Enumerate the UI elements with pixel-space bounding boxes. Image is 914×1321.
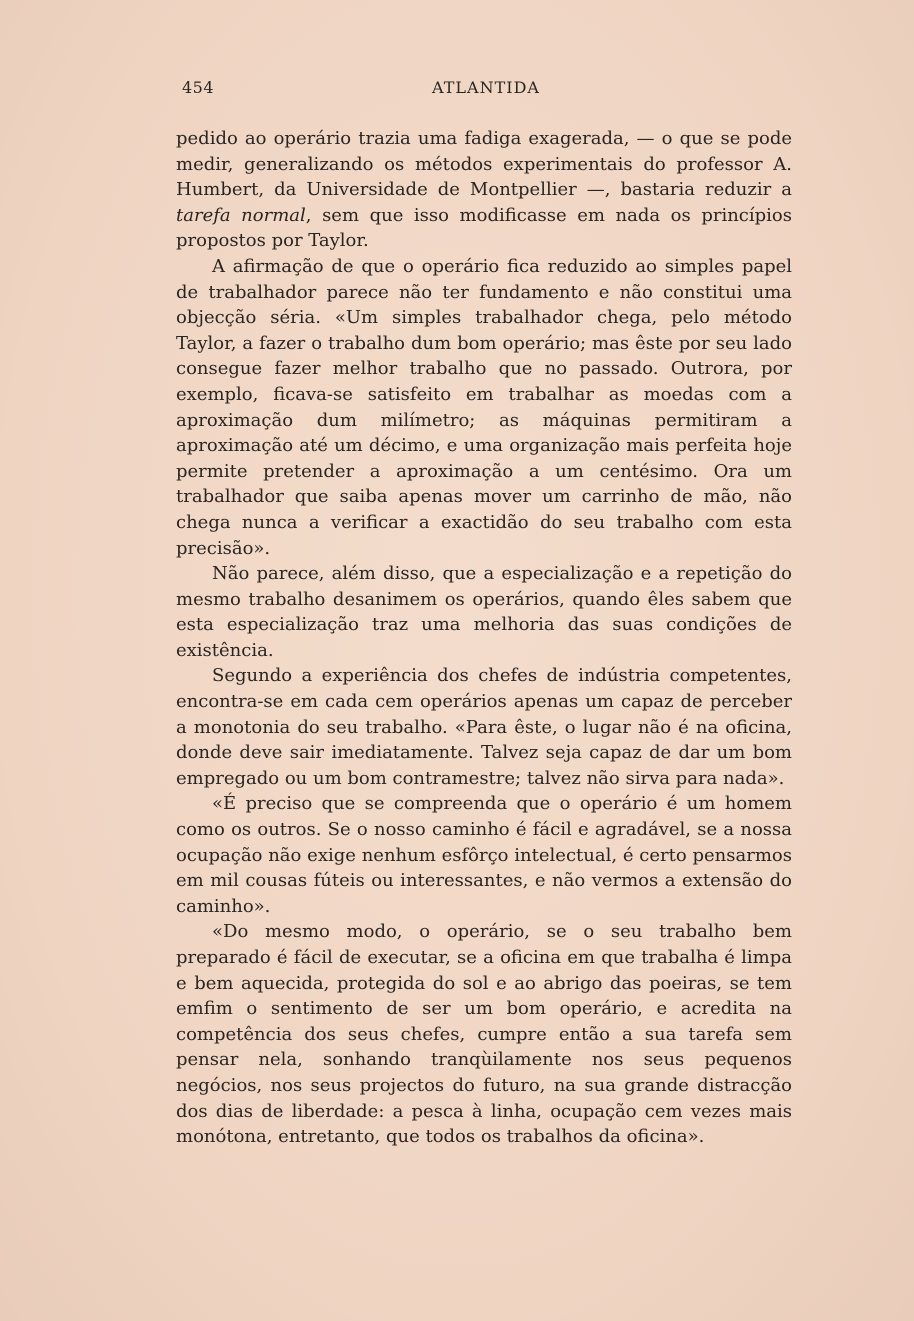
paragraph-2: A afirmação de que o operário fica reduzido ao simples papel de trabalhador parece não ter fundamento e não constitui uma objecção séria. «Um simples trabalhador chega, pelo método Taylor, a fazer o trabalho dum bom operário; mas êste por seu lado consegue fazer melhor trabalho que no passado. Outrora, por exemplo, ficava-se satisfeito em trabalhar as moedas com a aproximação dum milímetro; as máquinas permitiram a aproximação até um décimo, e uma organização mais perfeita hoje permite pretender a aproximação a um centésimo. Ora um trabalhador que saiba apenas mover um carrinho de mão, não chega nunca a verificar a exactidão do seu trabalho com esta precisão». xyxy=(176,255,792,559)
paragraph-1 xyxy=(176,126,792,254)
paragraph-6: «Do mesmo modo, o operário, se o seu trabalho bem preparado é fácil de executar, se a oficina em que trabalha é limpa e bem aquecida, protegida do sol e ao abrigo das poeiras, se tem emfim o sentimento de ser um bom operário, e acredita na competência dos seus chefes, cumpre então a sua tarefa sem pensar nela, sonhando tranqùilamente nos seus pequenos negócios, nos seus projectos do futuro, na sua grande distracção dos dias de liberdade: a pesca à linha, ocupação cem vezes mais monótona, entretanto, que todos os trabalhos da oficina». xyxy=(176,921,792,1148)
paragraph-1-text-after: , sem que isso modificasse em nada os princípios propostos por Taylor. xyxy=(176,204,792,252)
paragraph-4: Segundo a experiência dos chefes de indústria competentes, encontra-se em cada cem operários apenas um capaz de perceber a monotonia do seu trabalho. «Para êste, o lugar não é na oficina, donde deve sair imediatamente. Talvez seja capaz de dar um bom empregado ou um bom contramestre; talvez não sirva para nada». xyxy=(176,665,792,789)
running-title: ATLANTIDA xyxy=(432,78,540,97)
paragraph-1-text-before: pedido ao operário trazia uma fadiga exagerada, — o que se pode medir, generalizando os métodos experimentais do professor A. Humbert, da Universidade de Montpellier —, bastaria reduzir a xyxy=(176,128,792,201)
page-number: 454 xyxy=(182,78,215,97)
paragraph-5: «É preciso que se compreenda que o operário é um homem como os outros. Se o nosso caminho é fácil e agradável, se a nossa ocupação não exige nenhum esfôrço intelectual, é certo pensarmos em mil cousas fúteis ou interessantes, e não vermos a extensão do caminho». xyxy=(176,793,792,917)
running-head xyxy=(182,78,790,100)
body-text xyxy=(176,126,792,1150)
paragraph-3: Não parece, além disso, que a especialização e a repetição do mesmo trabalho desanimem os operários, quando êles sabem que esta especialização traz uma melhoria das suas condições de existência. xyxy=(176,563,792,661)
emphasis-tarefa-normal: tarefa normal xyxy=(176,204,306,226)
